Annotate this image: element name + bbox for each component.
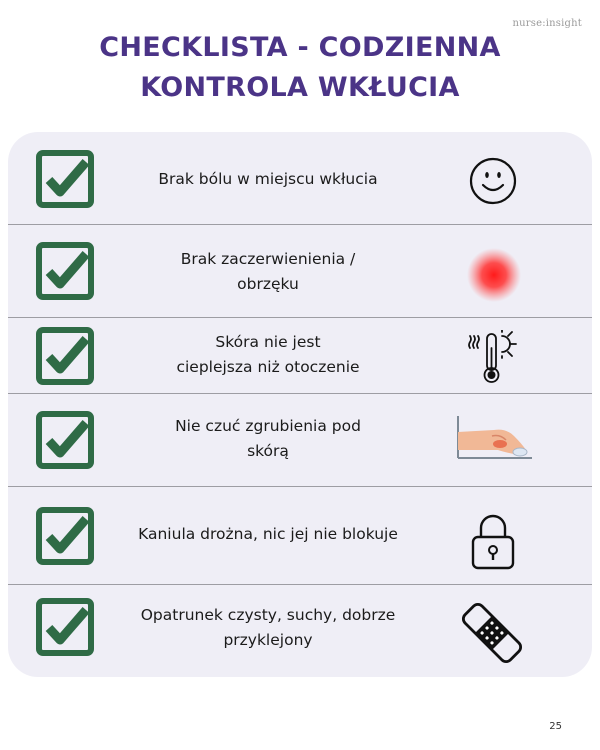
- red-spot-icon: [466, 247, 522, 303]
- checklist-card: [8, 132, 592, 677]
- page-title: [0, 28, 600, 108]
- title-line-1: CHECKLISTA - CODZIENNA: [99, 32, 501, 63]
- checklist-row: [8, 318, 592, 394]
- thermometer-icon: [466, 330, 528, 386]
- page-number: 25: [549, 721, 562, 732]
- checklist-row: [8, 487, 592, 585]
- checklist-row: [8, 132, 592, 225]
- checkbox-checked-icon: [36, 242, 94, 300]
- checklist-item-text: Brak bólu w miejscu wkłucia: [158, 170, 378, 188]
- brand-logo: nurse:insight: [512, 18, 582, 29]
- checklist-item-text: Kaniula drożna, nic jej nie blokuje: [138, 525, 398, 543]
- checklist-item-text: Brak zaczerwienienia / obrzęku: [180, 250, 356, 293]
- checkbox-checked-icon: [36, 507, 94, 565]
- checklist-item-text: Skóra nie jest cieplejsza niż otoczenie: [176, 333, 360, 376]
- smiley-face-icon: [468, 156, 518, 206]
- checklist-row: [8, 225, 592, 318]
- padlock-icon: [470, 513, 516, 571]
- checkbox-checked-icon: [36, 598, 94, 656]
- checkbox-checked-icon: [36, 327, 94, 385]
- checkbox-checked-icon: [36, 150, 94, 208]
- checklist-item-text: Nie czuć zgrubienia pod skórą: [175, 417, 361, 460]
- checkbox-checked-icon: [36, 411, 94, 469]
- bandage-icon: [456, 597, 528, 669]
- hand-icon: [454, 414, 534, 470]
- checklist-row: [8, 394, 592, 487]
- checklist-item-text: Opatrunek czysty, suchy, dobrze przyklejony: [140, 606, 396, 649]
- checklist-row: [8, 585, 592, 677]
- title-line-2: KONTROLA WKŁUCIA: [140, 72, 460, 103]
